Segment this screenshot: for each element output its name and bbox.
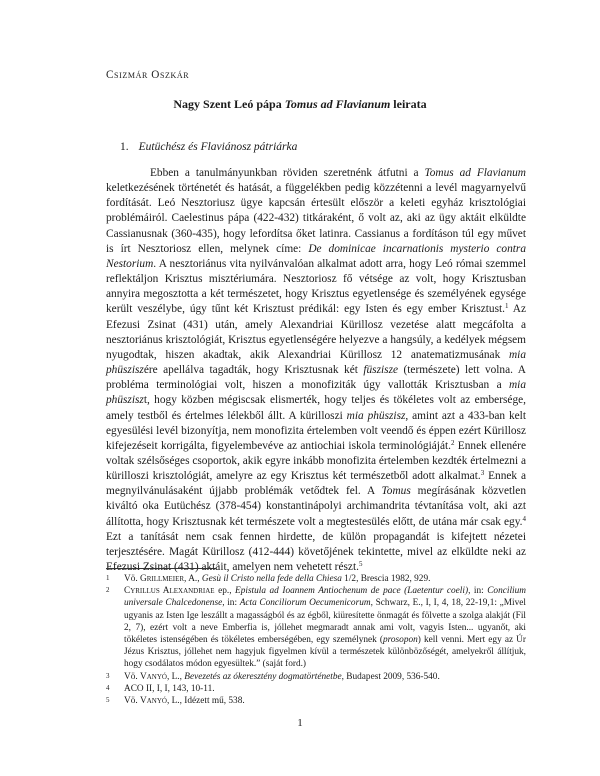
italic-run: Tomus ad Flavianum [424, 167, 526, 179]
text-run: t, hogy közben mégiscsak elismerték, hogy teljes és tökéletes volt az embersége, amely testből és értelmes lélekből állt. A kürilloszi [106, 394, 526, 422]
footnote-number: 3 [106, 671, 110, 680]
footnote-number: 1 [106, 574, 110, 582]
text-run: Ebben a tanulmányunkban röviden szeretnénk átfutni a [150, 167, 425, 179]
italic-run: Concilium universale Chalcedonense [124, 586, 526, 609]
text-run: Ezt a tanítását nem csak fennen hirdette, de külön propagandát is kifejtett nézetei terjesztésére. Magát Kürillosz (412-444) követőjének tekintette, mivel az elküldte neki az Efezusi Zsinat (431) aktáit, amelyen nem vehetett részt. [106, 530, 526, 574]
text-run: ) kell venni. Mert egy az Úr Jézus Krisztus, jóllehet nem hagyjuk figyelmen kívül a természetek különbözőségét, amelyekről állítjuk, hogy csodálatos módon egyesültek.” (saját ford.) [124, 635, 526, 670]
text-run: , in: [222, 598, 240, 609]
footnote-ref-3[interactable]: 3 [480, 469, 485, 478]
footnote-number: 5 [106, 696, 110, 705]
footnote-2 [106, 585, 526, 670]
italic-run: Epistula ad Ioannem Antiochenum de pace (Laetentur coeli) [235, 586, 469, 597]
author-name: Csizmár Oszkár [106, 69, 190, 81]
footnote-divider [106, 568, 216, 569]
text-run: ére apellálva tagadták, hogy Krisztusnak két [143, 364, 364, 377]
text-run: . A nesztoriánus vita nyilvánvalóan alkalmat adott arra, hogy Leó római szemmel reflektáljon Krisztus misztériumára. Nesztoriosz fő vétsége az volt, hogy Krisztusban annyira megosztotta a két természetet, hogy Krisztus egyetlensége és személyének egysége került veszélybe, úgy tűnt két Krisztust prédikál: egy Isten és egy ember Krisztust. [106, 257, 526, 316]
paper-title [0, 97, 600, 112]
footnotes [106, 573, 526, 707]
italic-run: Acta Conciliorum Oecumenicorum [239, 598, 371, 609]
text-run: , amint azt a 433-ban kelt egyesülési levél bizonyítja, nem monofizita értelemben volt veendő és éppen ezért Kürillosz kifejezéseit korrigálta, figyelembevéve az antiochiai iskola terminológiáját. [106, 409, 526, 452]
title-text-2: leirata [390, 97, 427, 111]
footnote-number: 2 [106, 586, 110, 595]
italic-run: prosopon [382, 635, 418, 646]
section-heading [120, 141, 297, 153]
footnote-ref-1[interactable]: 1 [505, 302, 509, 311]
body-text [106, 166, 526, 575]
footnote-5 [106, 695, 526, 707]
text-run: , [179, 671, 185, 682]
title-text-1: Nagy Szent Leó pápa [173, 97, 285, 111]
footnote-ref-2[interactable]: 2 [450, 438, 455, 447]
text-run: Az Efezusi Zsinat (431) után, amely Alexandriai Kürillosz vezetése alatt megcáfolta a nesztoriánus krisztológiát, Krisztus egyetlenségére helyezve a hangsúly, a kedélyek mégsem nyugodtak, hiszen akadtak, akik Alexandriai Kürillosz 12 anatematizmusának [106, 303, 526, 361]
author-run: Vanyó, L. [140, 671, 180, 682]
page-number: 1 [297, 717, 303, 729]
italic-run: füszisze [363, 364, 399, 377]
italic-run: De dominicae incarnationis mysterio contra Nestorium [106, 242, 526, 270]
text-run: , Schwarz, E., I, I, 4, 18, 22-19,1: „Mivel ugyanis az Isten Ige leszállt a magasságból és az égből, kiüresítette önmagát és fölvette a szolga alakját (Fil 2, 7), ezért volt a neve Emberfia is, jóllehet megmaradt annak ami volt, vagyis Isten... ugyanőt, aki tökéletes istenségében és tökéletes emberségében, egy személynek ( [124, 598, 526, 646]
italic-run: Gesù il Cristo nella fede della Chiesa [201, 574, 342, 584]
title-italic: Tomus ad Flavianum [284, 97, 391, 111]
text-run: Vö. [124, 696, 141, 707]
text-run: , in: [468, 586, 488, 597]
text-run: 1/2, Brescia 1982, 929. [341, 574, 431, 584]
footnote-ref-5[interactable]: 5 [358, 560, 363, 569]
text-run: ep., [214, 586, 236, 597]
body-paragraph [106, 166, 526, 575]
text-run: Vö. [124, 574, 141, 584]
footnote-3 [106, 671, 526, 683]
author-run: Cyrillus Alexandriae [124, 586, 215, 597]
footnote-1 [106, 573, 526, 585]
text-run: keletkezésének történetét és hatását, a függelékben pedig közzétenni a levél magyarnyelvű fordítását. Leó Nesztoriusz ügye kapcsán értesült először a keleti egyház krisztológiai problémáiról. Caelestinus pápa (422-432) titkáraként, ő volt az, aki az ügy aktáit elküldte Cassianusnak (360-435), hogy lefordítsa őket latinra. Cassianus a fordításon túl egy művet is írt Nesztoriosz ellen, melynek címe: [106, 182, 526, 255]
section-number: 1. [120, 141, 129, 153]
text-run: , Idézett mű, 538. [179, 696, 245, 707]
text-run: , Budapest 2009, 536-540. [341, 671, 440, 682]
text-run: megírásának közvetlen kiváltó oka Eutüchész (378-454) konstantinápolyi archimandrita tévtanítása volt, aki azt állította, hogy Krisztusnak két természete volt a megtestesülés előtt, de utána már csak egy. [106, 485, 526, 528]
author-run: Vanyó, L. [140, 696, 180, 707]
text-run: ACO II, I, I, 143, 10-11. [124, 683, 215, 694]
footnote-4 [106, 683, 526, 695]
footnote-ref-4[interactable]: 4 [522, 514, 526, 523]
text-run: Ennek a megnyilvánulásaként újjabb problémák vetődtek fel. A [106, 470, 527, 498]
text-run: , [197, 574, 202, 584]
text-run: Ennek ellenére voltak szélsőséges csoportok, akik egyre inkább monofizita értelemben kezdték értelmezni a kürilloszi krisztológiát, amelyre az egy Krisztus két természetből adott alkalmat. [106, 439, 526, 483]
italic-run: Tomus [381, 485, 411, 498]
italic-run: Bevezetés az ókeresztény dogmatörténetbe [184, 671, 342, 682]
section-title: Eutüchész és Flaviánosz pátriárka [138, 141, 298, 153]
text-run: Vö. [124, 671, 141, 682]
footnote-number: 4 [106, 683, 110, 692]
italic-run: mia phüszisz [106, 379, 526, 407]
text-run: (természete) lett volna. A probléma terminológiai volt, hiszen a monofiziták úgy vallották Krisztusban a [106, 364, 526, 392]
author-run: Grillmeier, A. [140, 574, 198, 584]
italic-run: mia phüszisz [106, 348, 526, 377]
italic-run: mia phüszisz [346, 409, 406, 422]
